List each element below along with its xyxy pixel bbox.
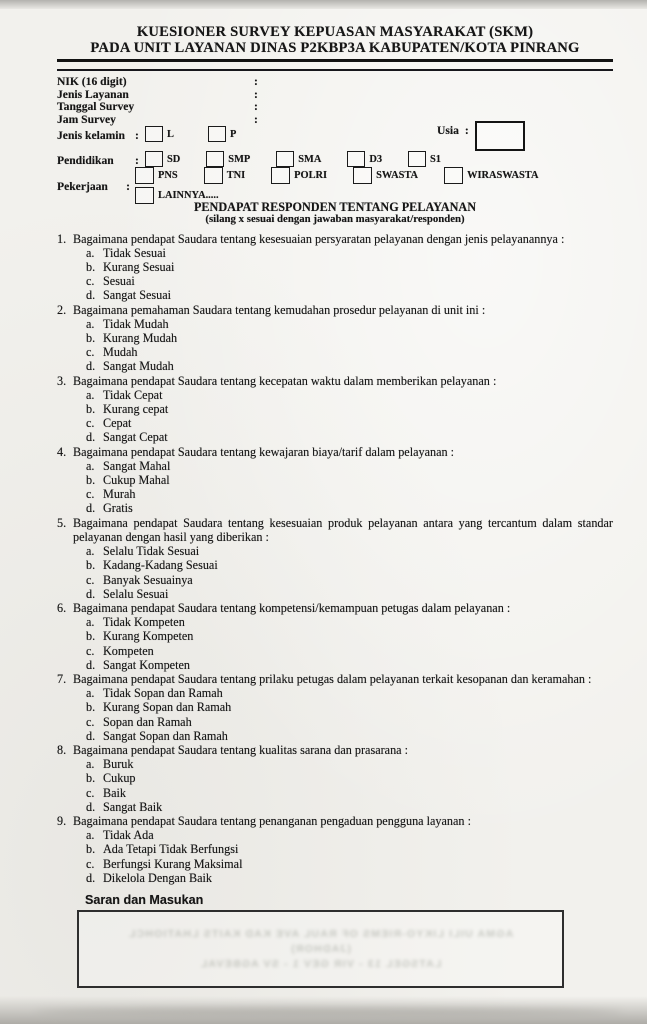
header-divider xyxy=(57,59,613,71)
option-label: Tidak Sesuai xyxy=(103,245,166,260)
bleedthrough-line: LATSGEL 13 - VIR GEV 1 - SV AGBEVAL xyxy=(199,957,442,970)
bleedthrough-text xyxy=(79,912,562,986)
answer-option xyxy=(73,615,613,629)
question-item xyxy=(57,516,613,601)
checkbox-option-s1 xyxy=(408,151,441,167)
field-colon: : xyxy=(254,74,258,88)
question-item xyxy=(57,374,613,445)
option-label: Ada Tetapi Tidak Berfungsi xyxy=(103,842,239,857)
checkbox-label: S1 xyxy=(430,153,442,165)
question-text: Bagaimana pendapat Saudara tentang prilaku petugas dalam pelayanan terkait kesopanan dan keramahan : xyxy=(73,671,592,686)
question-item xyxy=(57,601,613,672)
question-text: Bagaimana pemahaman Saudara tentang kemudahan prosedur pelayanan di unit ini : xyxy=(73,302,486,317)
answer-option xyxy=(73,359,613,373)
checkbox-icon xyxy=(206,151,224,167)
checkbox-label: LAINNYA..... xyxy=(158,189,219,201)
question-number: 3. xyxy=(57,373,67,388)
checkbox-label: SWASTA xyxy=(376,169,419,181)
question-number: 2. xyxy=(57,302,67,317)
checkbox-label: PNS xyxy=(158,169,178,181)
option-label: Tidak Cepat xyxy=(103,387,163,402)
question-text: Bagaimana pendapat Saudara tentang kualitas sarana dan prasarana : xyxy=(73,742,409,757)
field-colon: : xyxy=(464,123,469,137)
question-text: Bagaimana pendapat Saudara tentang kesesuaian persyaratan pelayanan dengan jenis pelayanannya : xyxy=(73,231,565,246)
field-row-tanggal-survey xyxy=(57,101,613,114)
section-subheading: (silang x sesuai dengan jawaban masyarakat/responden) xyxy=(205,213,465,226)
checkbox-option-d3 xyxy=(347,151,382,167)
option-label: Tidak Ada xyxy=(103,828,154,843)
checkbox-icon xyxy=(145,126,163,142)
checkbox-icon xyxy=(135,167,154,184)
option-label: Kadang-Kadang Sesuai xyxy=(103,558,218,573)
answer-option xyxy=(73,288,613,302)
option-label: Selalu Tidak Sesuai xyxy=(103,544,200,559)
option-letter: b. xyxy=(86,842,96,857)
option-letter: a. xyxy=(86,544,95,559)
option-letter: b. xyxy=(86,700,96,715)
respondent-fields xyxy=(57,76,613,127)
age-label: Usia xyxy=(437,123,459,137)
option-label: Sangat Sesuai xyxy=(103,288,172,303)
option-letter: c. xyxy=(86,643,95,658)
answer-option xyxy=(73,786,613,800)
option-label: Buruk xyxy=(103,757,134,772)
occupation-row xyxy=(57,169,613,201)
answer-option xyxy=(73,729,613,743)
answer-option xyxy=(73,544,613,558)
option-label: Sangat Sopan dan Ramah xyxy=(103,728,228,743)
option-label: Sangat Mudah xyxy=(103,359,174,374)
question-options xyxy=(73,828,613,885)
question-number: 1. xyxy=(57,231,67,246)
option-letter: b. xyxy=(86,331,96,346)
option-label: Tidak Kompeten xyxy=(103,615,185,630)
checkbox-label: D3 xyxy=(369,153,383,165)
option-label: Dikelola Dengan Baik xyxy=(103,870,212,885)
option-letter: a. xyxy=(86,387,95,402)
checkbox-option-smp xyxy=(206,151,250,167)
option-label: Kurang Mudah xyxy=(103,331,178,346)
field-label: Jenis Layanan xyxy=(57,87,129,101)
age-input-box xyxy=(475,121,525,151)
question-options xyxy=(73,317,613,374)
question-options xyxy=(73,686,613,743)
checkbox-label: SMP xyxy=(228,153,251,165)
field-label: Tanggal Survey xyxy=(57,100,135,114)
checkbox-option-sd xyxy=(145,151,180,167)
option-letter: c. xyxy=(86,345,95,360)
option-letter: c. xyxy=(86,416,95,431)
option-label: Sesuai xyxy=(103,274,135,289)
field-row-nik xyxy=(57,76,613,89)
checkbox-icon xyxy=(208,126,226,142)
answer-option xyxy=(73,274,613,288)
field-colon: : xyxy=(254,100,258,114)
option-letter: d. xyxy=(86,288,96,303)
checkbox-label: L xyxy=(167,128,174,140)
checkbox-icon xyxy=(271,167,290,184)
field-colon: : xyxy=(126,180,131,194)
scan-edge-top xyxy=(0,0,647,9)
checkbox-icon xyxy=(145,151,163,167)
field-label: NIK (16 digit) xyxy=(57,74,127,88)
field-colon: : xyxy=(135,129,139,143)
answer-option xyxy=(73,402,613,416)
scan-edge-bottom xyxy=(0,996,647,1024)
question-text: Bagaimana pendapat Saudara tentang kesesuaian produk pelayanan antara yang tercantum dalam standar pelayanan dengan hasil yang diberikan : xyxy=(73,515,613,544)
question-options xyxy=(73,388,613,445)
option-label: Murah xyxy=(103,487,136,502)
option-label: Berfungsi Kurang Maksimal xyxy=(103,856,243,871)
option-letter: a. xyxy=(86,828,95,843)
answer-option xyxy=(73,771,613,785)
question-text: Bagaimana pendapat Saudara tentang kewajaran biaya/tarif dalam pelayanan : xyxy=(73,444,455,459)
answer-option xyxy=(73,260,613,274)
question-text: Bagaimana pendapat Saudara tentang kecepatan waktu dalam memberikan pelayanan : xyxy=(73,373,497,388)
checkbox-label: POLRI xyxy=(294,169,328,181)
field-colon: : xyxy=(254,87,258,101)
occupation-checkbox-group xyxy=(135,167,613,207)
answer-option xyxy=(73,246,613,260)
answer-option xyxy=(73,317,613,331)
checkbox-icon xyxy=(444,167,463,184)
question-text: Bagaimana pendapat Saudara tentang penanganan pengaduan pengguna layanan : xyxy=(73,813,471,828)
option-label: Sangat Cepat xyxy=(103,430,168,445)
checkbox-icon xyxy=(135,187,154,204)
checkbox-option-lainnya- xyxy=(135,187,219,204)
feedback-heading: Saran dan Masukan xyxy=(85,892,204,907)
section-heading: PENDAPAT RESPONDEN TENTANG PELAYANAN xyxy=(193,199,477,214)
question-item xyxy=(57,303,613,374)
field-row-jenis-layanan xyxy=(57,89,613,102)
question-text: Bagaimana pendapat Saudara tentang kompetensi/kemampuan petugas dalam pelayanan : xyxy=(73,600,511,615)
option-letter: b. xyxy=(86,473,96,488)
title-line-2: PADA UNIT LAYANAN DINAS P2KBP3A KABUPATEN/KOTA PINRANG xyxy=(90,40,580,57)
option-letter: b. xyxy=(86,402,96,417)
answer-option xyxy=(73,487,613,501)
bleedthrough-line: (JADHOR) xyxy=(290,942,351,955)
checkbox-icon xyxy=(347,151,365,167)
option-letter: d. xyxy=(86,870,96,885)
feedback-box xyxy=(77,910,564,988)
occupation-label: Pekerjaan xyxy=(57,180,108,194)
answer-option xyxy=(73,644,613,658)
question-options xyxy=(73,544,613,601)
option-letter: a. xyxy=(86,757,95,772)
option-label: Banyak Sesuainya xyxy=(103,572,193,587)
checkbox-label: WIRASWASTA xyxy=(467,169,539,181)
checkbox-option-p xyxy=(208,126,236,142)
answer-option xyxy=(73,459,613,473)
option-label: Sopan dan Ramah xyxy=(103,714,192,729)
option-label: Tidak Mudah xyxy=(103,316,169,331)
question-options xyxy=(73,246,613,303)
option-label: Kurang Sesuai xyxy=(103,260,175,275)
answer-option xyxy=(73,587,613,601)
option-letter: c. xyxy=(86,572,95,587)
option-label: Sangat Mahal xyxy=(103,458,171,473)
question-options xyxy=(73,615,613,672)
answer-option xyxy=(73,686,613,700)
answer-option xyxy=(73,658,613,672)
option-letter: d. xyxy=(86,728,96,743)
checkbox-option-wiraswasta xyxy=(444,167,538,184)
answer-option xyxy=(73,800,613,814)
answer-option xyxy=(73,715,613,729)
option-letter: c. xyxy=(86,714,95,729)
option-letter: a. xyxy=(86,615,95,630)
field-row-jam-survey xyxy=(57,114,613,127)
answer-option xyxy=(73,573,613,587)
option-label: Sangat Baik xyxy=(103,799,163,814)
page-content xyxy=(57,24,613,988)
checkbox-icon xyxy=(408,151,426,167)
question-options xyxy=(73,459,613,516)
answer-option xyxy=(73,331,613,345)
checkbox-label: SD xyxy=(167,153,181,165)
checkbox-option-pns xyxy=(135,167,178,184)
option-letter: b. xyxy=(86,260,96,275)
checkbox-option-polri xyxy=(271,167,327,184)
field-colon: : xyxy=(135,154,139,168)
option-letter: d. xyxy=(86,501,96,516)
answer-option xyxy=(73,757,613,771)
checkbox-option-tni xyxy=(204,167,245,184)
gender-checkbox-group xyxy=(145,126,270,145)
age-field xyxy=(437,124,525,151)
field-label: Jam Survey xyxy=(57,112,116,126)
question-item xyxy=(57,743,613,814)
checkbox-label: P xyxy=(229,128,237,140)
option-letter: c. xyxy=(86,856,95,871)
education-label: Pendidikan xyxy=(57,154,114,168)
option-label: Sangat Kompeten xyxy=(103,657,190,672)
option-letter: d. xyxy=(86,799,96,814)
question-number: 4. xyxy=(57,444,67,459)
question-number: 5. xyxy=(57,515,67,530)
option-label: Cepat xyxy=(103,416,132,431)
option-label: Mudah xyxy=(103,345,138,360)
question-options xyxy=(73,757,613,814)
option-letter: d. xyxy=(86,359,96,374)
option-letter: b. xyxy=(86,771,96,786)
question-number: 9. xyxy=(57,813,67,828)
answer-option xyxy=(73,857,613,871)
question-item xyxy=(57,814,613,885)
option-label: Kurang cepat xyxy=(103,402,169,417)
option-letter: c. xyxy=(86,487,95,502)
answer-option xyxy=(73,430,613,444)
checkbox-icon xyxy=(353,167,372,184)
answer-option xyxy=(73,388,613,402)
option-letter: d. xyxy=(86,657,96,672)
field-colon: : xyxy=(254,112,258,126)
answer-option xyxy=(73,700,613,714)
checkbox-option-swasta xyxy=(353,167,418,184)
question-number: 6. xyxy=(57,600,67,615)
checkbox-icon xyxy=(204,167,223,184)
option-letter: c. xyxy=(86,274,95,289)
option-label: Baik xyxy=(103,785,127,800)
answer-option xyxy=(73,473,613,487)
option-letter: d. xyxy=(86,430,96,445)
option-label: Cukup Mahal xyxy=(103,473,170,488)
checkbox-option-l xyxy=(145,126,174,142)
title-line-1: KUESIONER SURVEY KEPUASAN MASYARAKAT (SKM) xyxy=(136,24,534,40)
option-label: Tidak Sopan dan Ramah xyxy=(103,686,223,701)
question-number: 7. xyxy=(57,671,67,686)
checkbox-label: TNI xyxy=(226,169,246,181)
option-label: Selalu Sesuai xyxy=(103,586,169,601)
option-letter: b. xyxy=(86,629,96,644)
gender-row xyxy=(57,123,613,145)
answer-option xyxy=(73,501,613,515)
checkbox-label: SMA xyxy=(298,153,322,165)
answer-option xyxy=(73,345,613,359)
checkbox-icon xyxy=(276,151,294,167)
answer-option xyxy=(73,629,613,643)
question-item xyxy=(57,672,613,743)
option-letter: a. xyxy=(86,316,95,331)
question-item xyxy=(57,232,613,303)
option-label: Gratis xyxy=(103,501,133,516)
answer-option xyxy=(73,842,613,856)
option-label: Kurang Sopan dan Ramah xyxy=(103,700,232,715)
option-letter: d. xyxy=(86,586,96,601)
question-number: 8. xyxy=(57,742,67,757)
answer-option xyxy=(73,416,613,430)
answer-option xyxy=(73,558,613,572)
option-letter: b. xyxy=(86,558,96,573)
option-letter: a. xyxy=(86,245,95,260)
answer-option xyxy=(73,828,613,842)
bleedthrough-line: AGMA UILI LIKYO-RIEMS OF RAUL AVE KAD KAITS LHATIOHCL xyxy=(127,927,514,940)
question-list xyxy=(57,232,613,885)
option-label: Kompeten xyxy=(103,643,154,658)
checkbox-option-sma xyxy=(276,151,321,167)
answer-option xyxy=(73,871,613,885)
option-label: Kurang Kompeten xyxy=(103,629,194,644)
question-item xyxy=(57,445,613,516)
option-label: Cukup xyxy=(103,771,136,786)
option-letter: c. xyxy=(86,785,95,800)
document-title xyxy=(57,24,613,57)
gender-label: Jenis kelamin xyxy=(57,129,125,143)
option-letter: a. xyxy=(86,458,95,473)
option-letter: a. xyxy=(86,686,95,701)
